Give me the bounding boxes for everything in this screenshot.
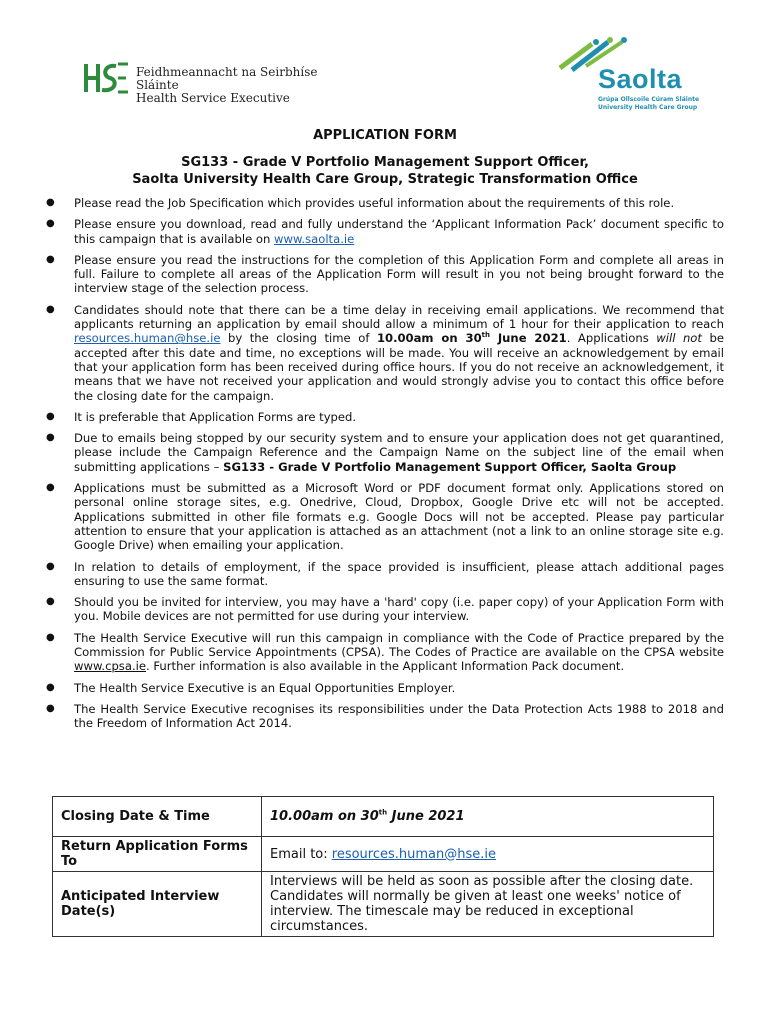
- list-item: ● It is preferable that Application Forms are typed.: [46, 409, 357, 424]
- bullet-icon: ●: [46, 702, 55, 714]
- return-email-link[interactable]: resources.human@hse.ie: [331, 846, 496, 862]
- return-forms-label: Return Application Forms To: [53, 837, 262, 872]
- bullet-icon: ●: [46, 482, 55, 494]
- saolta-name: Saolta: [598, 64, 683, 94]
- instructions-list: [46, 196, 724, 738]
- interview-date-label: Anticipated Interview Date(s): [53, 872, 262, 937]
- bullet-icon: ●: [46, 560, 55, 572]
- saolta-irish-name: Grúpa Ollscoile Cúram Sláinte: [598, 96, 700, 103]
- saolta-logo: [552, 36, 712, 118]
- saolta-english-name: University Health Care Group: [598, 104, 698, 111]
- form-title: APPLICATION FORM: [313, 128, 457, 143]
- campaign-details-table: [52, 796, 714, 937]
- list-item: ● The Health Service Executive is an Equal Opportunities Employer.: [46, 680, 456, 695]
- return-forms-value: Email to: resources.human@hse.ie: [262, 837, 714, 872]
- closing-date-value: 10.00am on 30th June 2021: [262, 797, 714, 837]
- list-item: ● Please ensure you download, read and fully understand the ‘Applicant Information Pack’ document specific to this campaign that is available on www.saolta.ie: [46, 217, 724, 246]
- bullet-icon: ●: [46, 197, 55, 208]
- saolta-website-link[interactable]: www.saolta.ie: [274, 231, 355, 246]
- list-item: ● The Health Service Executive recognises its responsibilities under the Data Protection Acts 1988 to 2018 and the Freedom of Information Act 2014.: [46, 701, 724, 731]
- campaign-title-line1: SG133 - Grade V Portfolio Management Support Officer,: [181, 155, 589, 170]
- campaign-title-line2: Saolta University Health Care Group, Strategic Transformation Office: [132, 172, 638, 187]
- list-item: ● Candidates should note that there can be a time delay in receiving email applications. We recommend that applicants returning an application by email should allow a minimum of 1 hour for their application to reach resources.human@hse.ie by the closing time of 10.00am on 30th June 2021. Applications will not be accepted after this date and time, no exceptions will be made. You will receive an acknowledgement by email that your application form has been received during office hours. If you do not receive an acknowledgement, it means that we have not received your application and would strongly advise you to contact this office before the closing date for the campaign.: [46, 302, 724, 403]
- bullet-icon: ●: [46, 253, 55, 265]
- table-row: [53, 797, 714, 837]
- hse-logo: [82, 58, 322, 105]
- hse-english-name: Health Service Executive: [136, 91, 290, 105]
- closing-date-label: Closing Date & Time: [53, 797, 262, 837]
- bullet-icon: ●: [46, 432, 55, 444]
- list-item: ● Due to emails being stopped by our security system and to ensure your application does not get quarantined, please include the Campaign Reference and the Campaign Name on the subject line of the email when submitting applications – SG133 - Grade V Portfolio Management Support Officer, Saolta Group: [46, 431, 724, 474]
- list-item: ● Please read the Job Specification which provides useful information about the requirements of this role.: [46, 196, 675, 210]
- list-item: ● Should you be invited for interview, you may have a 'hard' copy (i.e. paper copy) of your Application Form with you. Mobile devices are not permitted for use during your interview.: [46, 595, 724, 624]
- list-item: ● The Health Service Executive will run this campaign in compliance with the Code of Practice prepared by the Commission for Public Service Appointments (CPSA). The Codes of Practice are available on the CPSA website www.cpsa.ie. Further information is also available in the Applicant Information Pack document.: [46, 630, 724, 674]
- list-item: ● Please ensure you read the instructions for the completion of this Application Form and complete all areas in full. Failure to complete all areas of the Application Form will result in you not being brought forward to the interview stage of the selection process.: [46, 252, 724, 296]
- bullet-icon: ●: [46, 410, 55, 422]
- hse-irish-name: Feidhmeannacht na Seirbhíse Sláinte: [136, 65, 318, 92]
- bullet-icon: ●: [46, 631, 55, 643]
- interview-date-value: Interviews will be held as soon as possible after the closing date. Candidates will normally be given at least one weeks' notice of interview. The timescale may be reduced in exceptional circumstances.: [262, 872, 714, 937]
- cpsa-website-link[interactable]: www.cpsa.ie: [74, 659, 146, 674]
- hr-email-link[interactable]: resources.human@hse.ie: [74, 331, 221, 346]
- table-row: [53, 872, 714, 937]
- bullet-icon: ●: [46, 681, 55, 693]
- bullet-icon: ●: [46, 596, 55, 608]
- bullet-icon: ●: [46, 218, 55, 230]
- bullet-icon: ●: [46, 303, 55, 315]
- list-item: ● In relation to details of employment, if the space provided is insufficient, please attach additional pages ensuring to use the same format.: [46, 559, 724, 588]
- hse-logo-mark: [82, 58, 130, 98]
- list-item: ● Applications must be submitted as a Microsoft Word or PDF document format only. Applications stored on personal online storage sites, e.g. Onedrive, Cloud, Dropbox, Google Drive etc will not be accepted. Applications submitted in other file formats e.g. Google Docs will not be accepted. Please pay particular attention to ensure that your application is attached as an attachment (not a link to an online storage site e.g. Google Drive) when emailing your application.: [46, 481, 724, 553]
- table-row: [53, 837, 714, 872]
